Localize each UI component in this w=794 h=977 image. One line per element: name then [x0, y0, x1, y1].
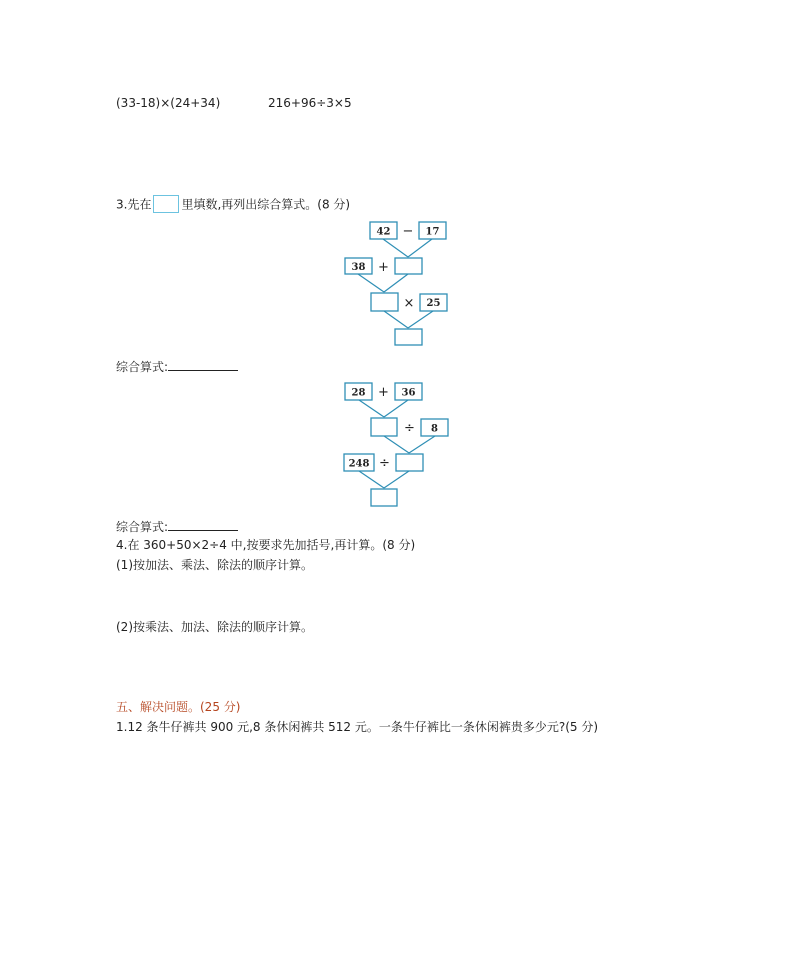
expression-1: (33-18)×(24+34) — [116, 96, 221, 110]
tree1-top-right-number: 17 — [425, 226, 440, 238]
formula-line-2 — [116, 518, 238, 534]
formula-label-2: 综合算式: — [116, 520, 169, 534]
tree2-top-operator: + — [378, 385, 389, 400]
question-4-part-1: (1)按加法、乘法、除法的顺序计算。 — [116, 558, 313, 572]
question-3-title-post: 里填数,再列出综合算式。(8 分) — [181, 197, 351, 212]
tree2-mid-operator: ÷ — [404, 421, 415, 436]
tree2-mid-right-number: 8 — [431, 423, 438, 435]
tree2-top-left-number: 28 — [351, 387, 366, 399]
question-3-title-pre: 3.先在 — [116, 197, 152, 212]
tree1-mid-operator: + — [378, 260, 389, 275]
section-5-question-1: 1.12 条牛仔裤共 900 元,8 条休闲裤共 512 元。一条牛仔裤比一条休闲裤贵多少元?(5 分) — [116, 720, 599, 734]
tree1-low-right-number: 25 — [426, 298, 441, 309]
tree1-low-operator: × — [403, 296, 415, 311]
tree2-connector — [359, 400, 384, 417]
tree2-low-operator: ÷ — [379, 456, 390, 471]
tree2-connector — [359, 471, 384, 488]
question-4-part-2: (2)按乘法、加法、除法的顺序计算。 — [116, 620, 313, 634]
formula-label-1: 综合算式: — [116, 360, 169, 374]
question-4-title: 4.在 360+50×2÷4 中,按要求先加括号,再计算。(8 分) — [116, 538, 416, 552]
tree2-mid-answer-box[interactable] — [371, 418, 397, 436]
tree2-connector — [384, 471, 409, 488]
tree2-top-right-number: 36 — [401, 387, 416, 399]
expression-2: 216+96÷3×5 — [268, 96, 352, 110]
tree2-connector — [384, 400, 408, 417]
tree2-result-box[interactable] — [371, 489, 397, 506]
tree2-low-left-number: 248 — [348, 458, 370, 470]
tree1-top-operator: − — [402, 224, 414, 239]
tree2-connector — [384, 436, 409, 453]
tree1-mid-left-number: 38 — [351, 262, 366, 273]
tree2-low-answer-box[interactable] — [396, 454, 423, 471]
tree1-top-left-number: 42 — [376, 226, 391, 238]
tree2-connector — [409, 436, 435, 453]
section-5-heading: 五、解决问题。(25 分) — [116, 700, 241, 714]
formula-blank-2[interactable] — [168, 518, 238, 531]
